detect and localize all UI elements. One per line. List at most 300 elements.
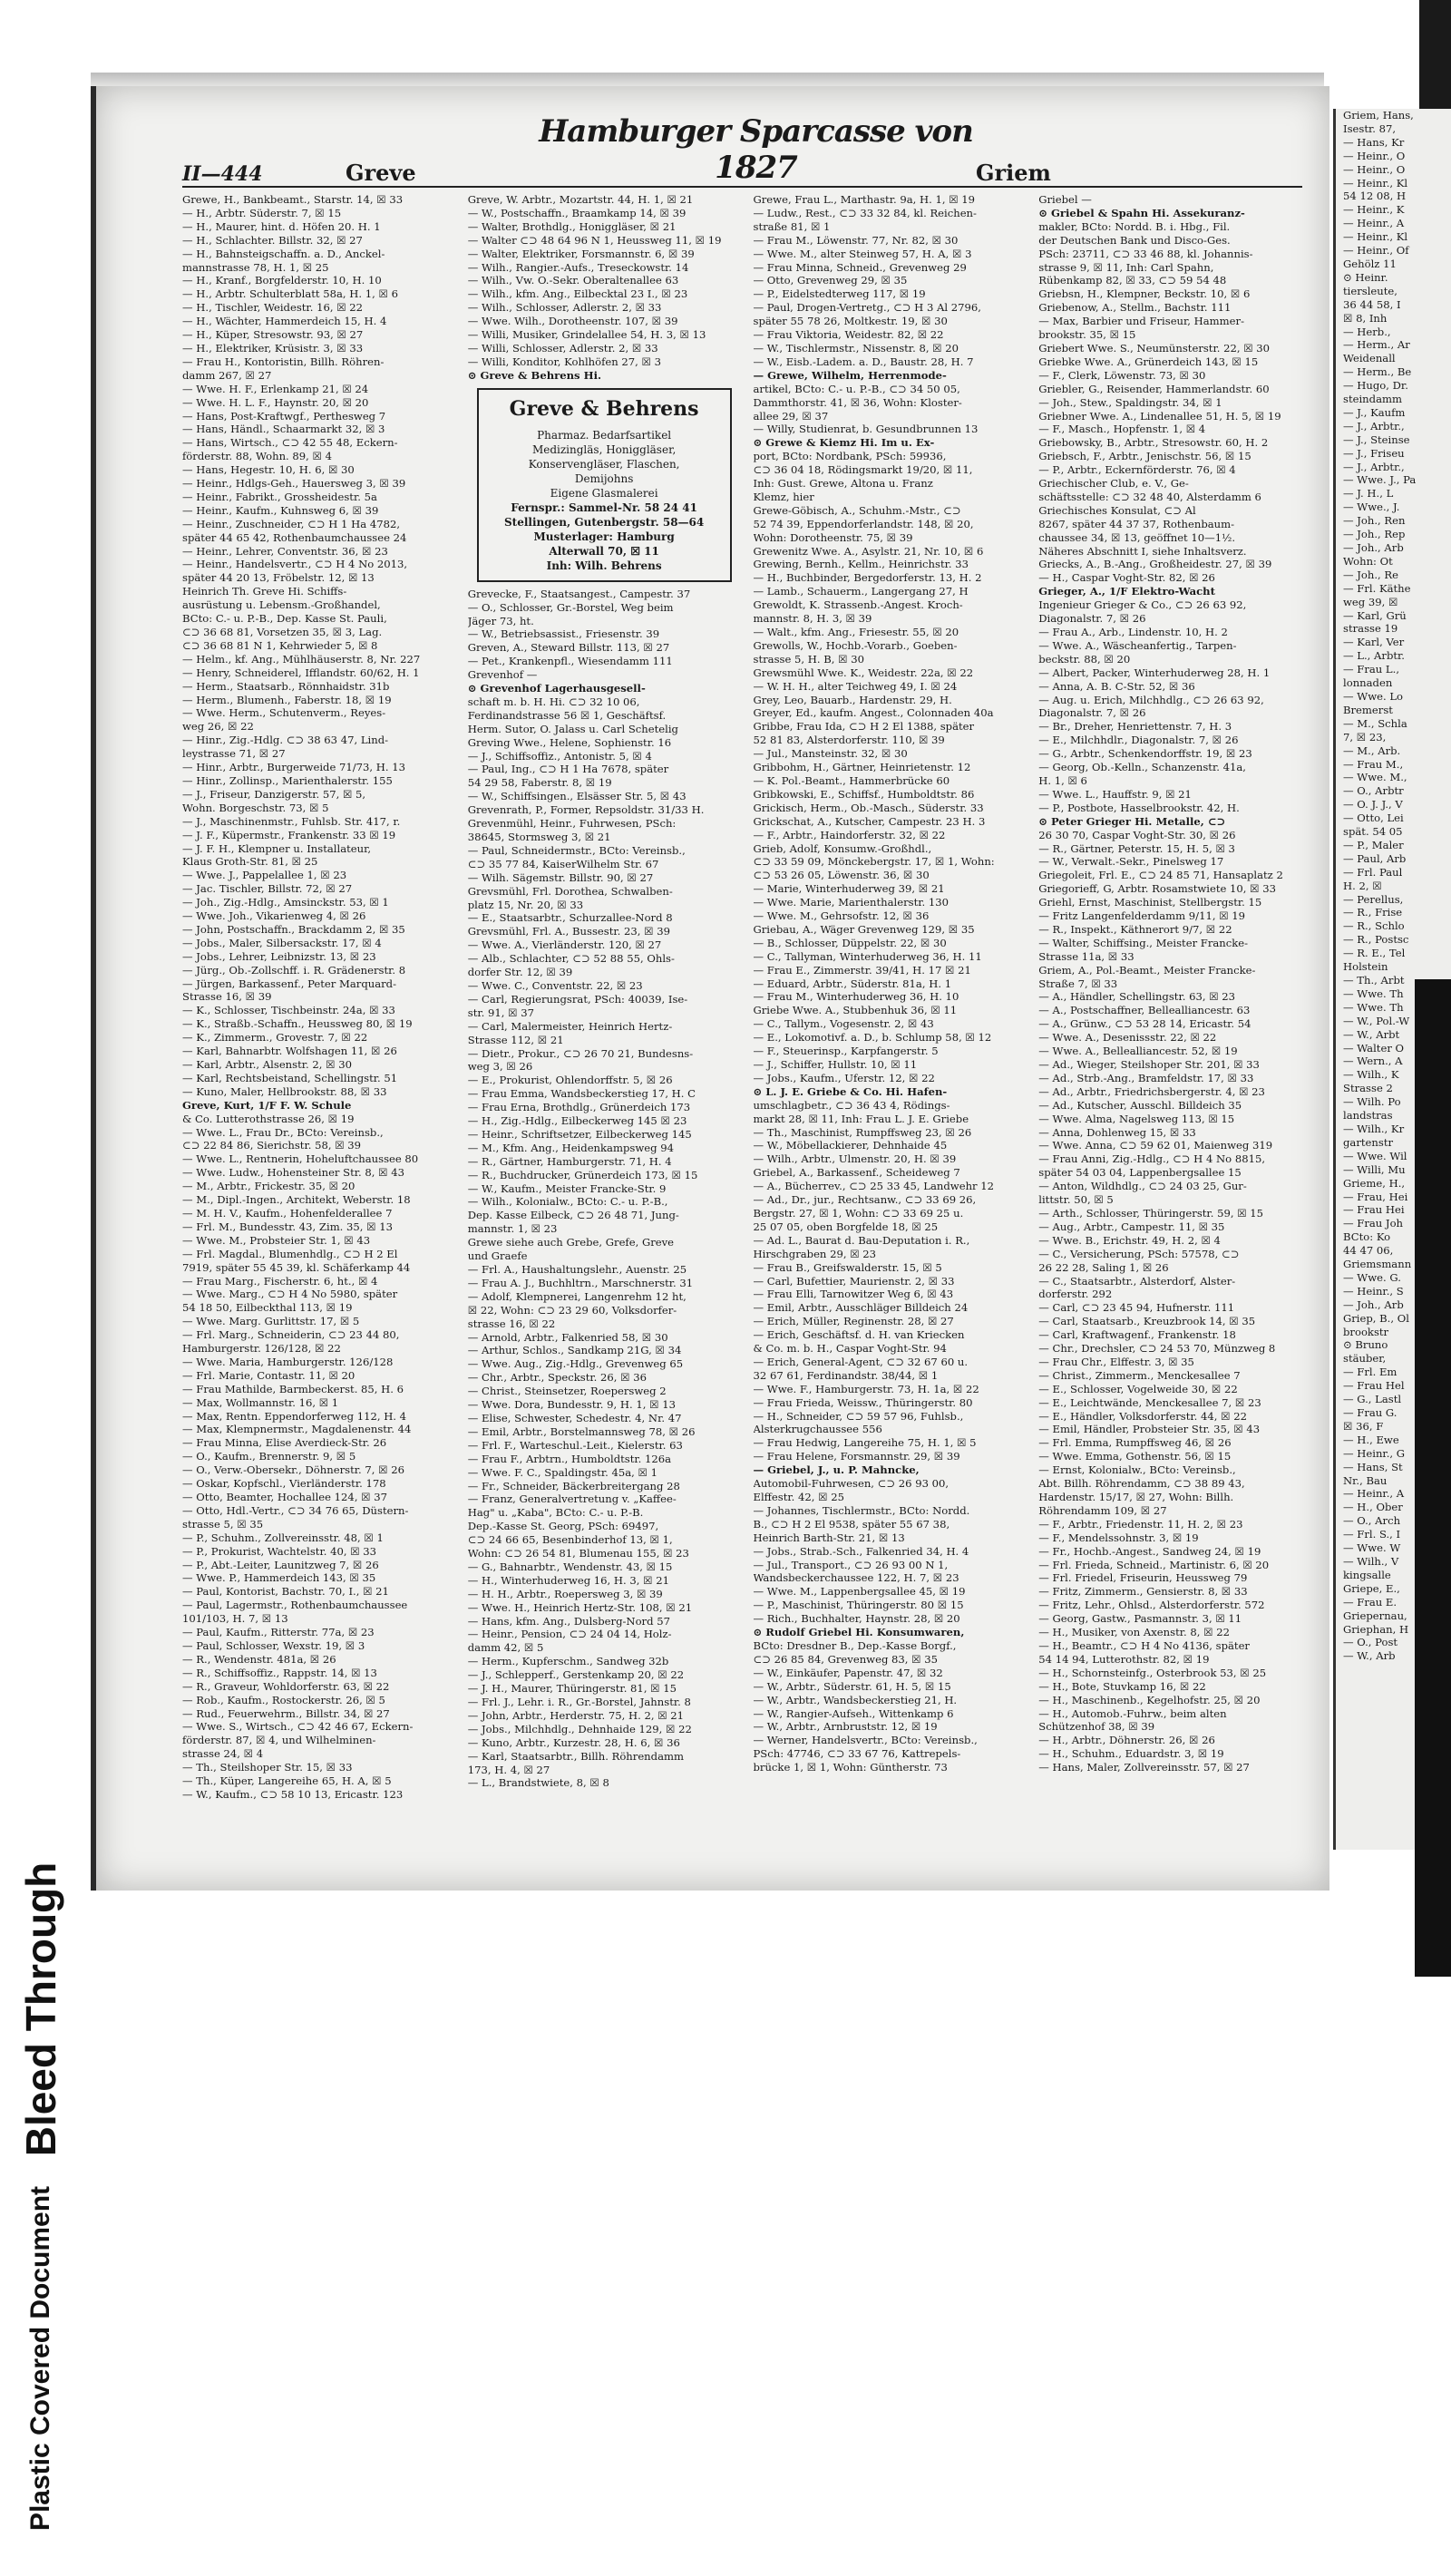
directory-entry: ⊂⊃ 36 04 18, Rödingsmarkt 19/20, ☒ 11,	[753, 463, 973, 477]
directory-entry: Hardenstr. 15/17, ☒ 27, Wohn: Billh.	[1038, 1491, 1234, 1503]
directory-entry: Griechisches Konsulat, ⊂⊃ Al	[1038, 503, 1196, 517]
adjacent-entry: — Wwe. W	[1343, 1541, 1401, 1555]
directory-entry: — Jul., Mansteinstr. 32, ☒ 30	[753, 747, 908, 761]
directory-entry: — Alb., Schlachter, ⊂⊃ 52 88 55, Ohls-	[467, 952, 675, 966]
directory-entry: — Albert, Packer, Winterhuderweg 28, H. 1	[1038, 666, 1271, 679]
directory-entry: — Carl, Regierungsrat, PSch: 40039, Ise-	[467, 992, 688, 1006]
directory-entry: — Hans, Händl., Schaarmarkt 32, ☒ 3	[182, 423, 385, 436]
directory-entry: — Erich, Müller, Reginenstr. 28, ☒ 27	[753, 1315, 954, 1328]
directory-entry: — R., Gärtner, Peterstr. 15, H. 5, ☒ 3	[1038, 841, 1235, 855]
directory-entry: — Frau Erna, Brothdlg., Grünerdeich 173	[467, 1101, 691, 1114]
directory-entry: — Th., Küper, Langereihe 65, H. A, ☒ 5	[182, 1774, 392, 1788]
directory-entry: — Wilh., Arbtr., Ulmenstr. 20, H. ☒ 39	[753, 1152, 957, 1166]
adjacent-entry: — Heinr., Kl	[1343, 230, 1408, 244]
directory-entry: 26 22 28, Saling 1, ☒ 26	[1038, 1260, 1169, 1274]
directory-entry: — Adolf, Klempnerei, Langenrehm 12 ht,	[467, 1289, 687, 1303]
directory-entry: — Wwe. Marg., ⊂⊃ H 4 No 5980, später	[182, 1288, 398, 1301]
directory-entry: Wohn: Dorotheenstr. 75, ☒ 39	[753, 530, 913, 544]
directory-entry: artikel, BCto: C.- u. P.-B., ⊂⊃ 34 50 05,	[753, 382, 960, 395]
header-left-word: Greve	[346, 160, 416, 186]
directory-entry: Greyer, Ed., kaufm. Angest., Colonnaden 40a	[753, 706, 994, 720]
adjacent-entry: — Herm., Ar	[1343, 338, 1410, 352]
directory-entry: Griegoleit, Frl. E., ⊂⊃ 24 85 71, Hansaplatz 2	[1038, 869, 1283, 882]
directory-entry: — Ernst, Kolonialw., BCto: Vereinsb.,	[1038, 1463, 1236, 1477]
directory-entry: — Wwe. F., Hamburgerstr. 73, H. 1a, ☒ 22	[753, 1382, 979, 1395]
ad-line: Inh: Wilh. Behrens	[546, 559, 662, 572]
adjacent-entry: — Heinr., K	[1343, 203, 1405, 217]
directory-entry: strasse 5, ☒ 35	[182, 1517, 264, 1531]
ad-line: Pharmaz. Bedarfsartikel	[537, 428, 672, 442]
directory-entry: — Hinr., Arbtr., Burgerweide 71/73, H. 13	[182, 761, 406, 774]
column-4	[1038, 193, 1311, 1872]
directory-entry: — Wwe. Wilh., Dorotheenstr. 107, ☒ 39	[467, 315, 678, 328]
adjacent-entry: — P., Maler	[1343, 838, 1404, 851]
directory-entry: Schützenhof 38, ☒ 39	[1038, 1720, 1155, 1734]
directory-entry: 54 29 58, Faberstr. 8, ☒ 19	[467, 776, 612, 790]
directory-entry: — Pet., Krankenpfl., Wiesendamm 111	[467, 655, 673, 668]
directory-entry: — J., Schlepperf., Gerstenkamp 20, ☒ 22	[467, 1668, 685, 1682]
adjacent-entry: — Heinr., O	[1343, 149, 1406, 162]
directory-entry: — Frl. Marie, Contastr. 11, ☒ 20	[182, 1368, 355, 1382]
directory-entry: — Ad., Arbtr., Friedrichsbergerstr. 4, ☒ 23	[1038, 1084, 1265, 1098]
directory-entry: — Wwe. A., Wäscheanfertig., Tarpen-	[1038, 638, 1237, 652]
directory-entry: — H., Wächter, Hammerdeich 15, H. 4	[182, 315, 387, 328]
directory-entry: Grevenmühl, Heinr., Fuhrwesen, PSch:	[467, 817, 677, 831]
adjacent-entry: — R., Schlo	[1343, 919, 1405, 933]
directory-entry: — H., Küper, Stresowstr. 93, ☒ 27	[182, 328, 364, 342]
directory-entry: Dep.-Kasse St. Georg, PSch: 69497,	[467, 1520, 659, 1533]
directory-entry: 52 74 39, Eppendorferlandstr. 148, ☒ 20,	[753, 517, 974, 530]
directory-entry: 52 81 83, Alsterdorferstr. 110, ☒ 39	[753, 734, 945, 747]
directory-entry: Strasse 16, ☒ 39	[182, 990, 272, 1004]
directory-entry: — H., Schlachter. Billstr. 32, ☒ 27	[182, 233, 363, 247]
directory-entry: Strasse 112, ☒ 21	[467, 1033, 564, 1046]
directory-entry: — Fr., Hochb.-Angest., Sandweg 24, ☒ 19	[1038, 1544, 1261, 1558]
directory-entry: — Wwe. P., Hammerdeich 143, ☒ 35	[182, 1571, 376, 1585]
directory-entry: — O., Schlosser, Gr.-Borstel, Weg beim	[467, 600, 674, 614]
adjacent-entry: — Frau L.,	[1343, 663, 1399, 676]
directory-entry: straße 81, ☒ 1	[753, 219, 831, 233]
directory-entry: — H., Musiker, von Axenstr. 8, ☒ 22	[1038, 1626, 1230, 1639]
adjacent-entry: — Hans, Kr	[1343, 135, 1405, 149]
directory-entry: — Frl. Marg., Schneiderin, ⊂⊃ 23 44 80,	[182, 1328, 400, 1342]
directory-entry: — Hans, Post-Kraftwgf., Perthesweg 7	[182, 409, 386, 423]
adjacent-entry: — Heinr., Of	[1343, 244, 1409, 258]
directory-entry: — Franz, Generalvertretung v. „Kaffee-	[467, 1492, 677, 1506]
directory-entry: — Ad., Kutscher, Ausschl. Billdeich 35	[1038, 1098, 1242, 1112]
directory-entry: Greve, W. Arbtr., Mozartstr. 44, H. 1, ☒ 21	[467, 193, 694, 206]
directory-entry: — Heinr., Fabrikt., Grossheidestr. 5a	[182, 490, 377, 503]
directory-entry: — Karl, Arbtr., Alsenstr. 2, ☒ 30	[182, 1058, 352, 1071]
directory-entry: Grevsmühl, Frl. A., Bussestr. 23, ☒ 39	[467, 925, 670, 938]
directory-entry: & Co. Lutterothstrasse 26, ☒ 19	[182, 1112, 355, 1125]
adjacent-entry: — H., Ewe	[1343, 1433, 1399, 1446]
directory-entry: — Arth., Schlosser, Thüringerstr. 59, ☒ 15	[1038, 1206, 1264, 1220]
directory-entry: — Otto, Hdl.-Vertr., ⊂⊃ 34 76 65, Düstern-	[182, 1503, 409, 1517]
directory-entry: BCto: C.- u. P.-B., Dep. Kasse St. Pauli,	[182, 612, 387, 626]
directory-entry: — Frau Mathilde, Barmbeckerst. 85, H. 6	[182, 1382, 404, 1395]
directory-entry: — E., Händler, Volksdorferstr. 44, ☒ 22	[1038, 1409, 1247, 1423]
directory-entry: — Wwe. J., Pappelallee 1, ☒ 23	[182, 869, 347, 882]
ad-line: Musterlager: Hamburg	[533, 530, 675, 543]
directory-entry: strasse 5, H. B, ☒ 30	[753, 652, 864, 666]
directory-entry: — C., Tallym., Vogesenstr. 2, ☒ 43	[753, 1017, 934, 1031]
directory-entry: — Frau H., Kontoristin, Billh. Röhren-	[182, 355, 385, 368]
directory-entry: allee 29, ☒ 37	[753, 409, 829, 423]
entry-columns	[182, 193, 1311, 1872]
directory-entry: — Heinr., Kaufm., Kuhnsweg 6, ☒ 39	[182, 503, 379, 517]
directory-entry: — H., Bote, Stuvkamp 16, ☒ 22	[1038, 1679, 1206, 1693]
directory-entry: Röhrendamm 109, ☒ 27	[1038, 1503, 1167, 1517]
directory-entry: — Wilh., Schlosser, Adlerstr. 2, ☒ 33	[467, 301, 662, 315]
directory-entry: — Fritz Langenfelderdamm 9/11, ☒ 19	[1038, 909, 1246, 923]
directory-entry: ⊙ Rudolf Griebel Hi. Konsumwaren,	[753, 1626, 965, 1639]
directory-entry: mannstr. 8, H. 3, ☒ 39	[753, 612, 872, 626]
directory-entry: — J., Maschinenmstr., Fuhlsb. Str. 417, r.	[182, 814, 401, 828]
directory-entry: Grevenrath, P., Former, Repsoldstr. 31/33 H.	[467, 803, 705, 817]
directory-entry: — P., Prokurist, Wachtelstr. 40, ☒ 33	[182, 1544, 377, 1558]
directory-entry: Griebke Wwe. A., Grünerdeich 143, ☒ 15	[1038, 355, 1259, 368]
directory-entry: Gribbohm, H., Gärtner, Heinrietenstr. 12	[753, 761, 971, 774]
directory-entry: — Frl. Emma, Rumpffsweg 46, ☒ 26	[1038, 1436, 1232, 1450]
directory-entry: ⊙ Grewe & Kiemz Hi. Im u. Ex-	[753, 436, 935, 450]
adjacent-entry: — Frau Joh	[1343, 1217, 1404, 1230]
adjacent-entry: kingsalle	[1343, 1568, 1391, 1581]
directory-entry: — W., Möbellackierer, Dehnhaide 45	[753, 1139, 948, 1152]
directory-entry: Klemz, hier	[753, 490, 814, 503]
directory-entry: strasse 16, ☒ 22	[467, 1317, 556, 1330]
adjacent-entry: — Wwe. M.,	[1343, 771, 1407, 784]
directory-entry: — Christ., Zimmerm., Menckesallee 7	[1038, 1368, 1241, 1382]
page-header	[182, 113, 1302, 188]
directory-entry: — F., Steuerinsp., Karpfangerstr. 5	[753, 1045, 939, 1058]
adjacent-entry: — J., Kaufm	[1343, 405, 1406, 419]
directory-entry: — H., Schuhm., Eduardstr. 3, ☒ 19	[1038, 1747, 1224, 1761]
directory-entry: Grewe siehe auch Grebe, Grefe, Greve	[467, 1236, 675, 1249]
directory-entry: — Frau Elli, Tarnowitzer Weg 6, ☒ 43	[753, 1288, 954, 1301]
directory-entry: Wandsbeckerchaussee 122, H. 7, ☒ 23	[753, 1571, 959, 1585]
directory-entry: — Wwe. Maria, Hamburgerstr. 126/128	[182, 1355, 394, 1368]
directory-entry: — Wwe. A., Vierländerstr. 120, ☒ 27	[467, 938, 662, 952]
adjacent-entry: — Paul, Arb	[1343, 851, 1407, 865]
adjacent-entry: — Willi, Mu	[1343, 1162, 1406, 1176]
directory-entry: — Frau Frieda, Weissw., Thüringerstr. 80	[753, 1395, 973, 1409]
directory-entry: — F., Mendelssohnstr. 3, ☒ 19	[1038, 1531, 1199, 1544]
directory-entry: littstr. 50, ☒ 5	[1038, 1193, 1114, 1207]
adjacent-entry: Nr., Bau	[1343, 1473, 1388, 1487]
directory-entry: weg 26, ☒ 22	[182, 720, 254, 734]
adjacent-entry: — O., Arch	[1343, 1514, 1401, 1528]
directory-entry: 26 30 70, Caspar Voght-Str. 30, ☒ 26	[1038, 828, 1236, 841]
directory-entry: — Kuno, Maler, Hellbrookstr. 88, ☒ 33	[182, 1084, 387, 1098]
directory-entry: — F., Arbtr., Friedenstr. 11, H. 2, ☒ 23	[1038, 1517, 1243, 1531]
directory-entry: Ingenieur Grieger & Co., ⊂⊃ 26 63 92,	[1038, 598, 1247, 612]
directory-entry: — Max, Wollmannstr. 16, ☒ 1	[182, 1395, 339, 1409]
directory-entry: — O., Kaufm., Brennerstr. 9, ☒ 5	[182, 1450, 356, 1463]
directory-entry: — Georg, Ob.-Kelln., Schanzenstr. 41a,	[1038, 761, 1246, 774]
directory-entry: — Wwe. H., Heinrich Hertz-Str. 108, ☒ 21	[467, 1600, 693, 1614]
directory-entry: Strasse 11a, ☒ 33	[1038, 949, 1135, 963]
directory-entry: — Wwe. Ludw., Hohensteiner Str. 8, ☒ 43	[182, 1166, 404, 1180]
directory-entry: — Heinr., Zuschneider, ⊂⊃ H 1 Ha 4782,	[182, 517, 401, 530]
directory-entry: Rübenkamp 82, ☒ 33, ⊂⊃ 59 54 48	[1038, 274, 1227, 287]
directory-entry: — Wilh., Rangier.-Aufs., Treseckowstr. 14	[467, 260, 689, 274]
directory-entry: umschlagbetr., ⊂⊃ 36 43 4, Rödings-	[753, 1098, 950, 1112]
directory-entry: — Wwe. L., Rentnerin, Hoheluftchaussee 80	[182, 1152, 419, 1166]
directory-entry: — F., Arbtr., Haindorferstr. 32, ☒ 22	[753, 828, 946, 841]
directory-entry: Grey, Leo, Bauarb., Hardenstr. 29, H.	[753, 693, 952, 706]
directory-entry: — G., Arbtr., Schenkendorffstr. 19, ☒ 23	[1038, 747, 1252, 761]
adjacent-entry: Isestr. 87,	[1343, 122, 1397, 135]
adjacent-entry: — Heinr., A	[1343, 1487, 1405, 1501]
directory-entry: — W., Eisb.-Ladem. a. D., Baustr. 28, H. 7	[753, 355, 974, 368]
directory-entry: — Jac. Tischler, Billstr. 72, ☒ 27	[182, 882, 353, 896]
directory-entry: — Frau F., Arbtrn., Humboldtstr. 126a	[467, 1452, 672, 1465]
directory-entry: — Paul, Ing., ⊂⊃ H 1 Ha 7678, später	[467, 763, 669, 776]
directory-entry: — Walt., kfm. Ang., Friesestr. 55, ☒ 20	[753, 626, 959, 638]
directory-entry: — W. H. H., alter Teichweg 49, I. ☒ 24	[753, 679, 958, 693]
directory-entry: — Wwe. M., Gehrsofstr. 12, ☒ 36	[753, 909, 930, 923]
directory-entry: Greving Wwe., Helene, Sophienstr. 16	[467, 735, 672, 749]
directory-entry: — Wwe. H. F., Erlenkamp 21, ☒ 24	[182, 382, 369, 395]
directory-entry: — R., Buchdrucker, Grünerdeich 173, ☒ 15	[467, 1168, 698, 1181]
directory-entry: — Carl, Staatsarb., Kreuzbrook 14, ☒ 35	[1038, 1315, 1256, 1328]
directory-entry: später 44 65 42, Rothenbaumchaussee 24	[182, 530, 407, 544]
directory-entry: — P., Maschinist, Thüringerstr. 80 ☒ 15	[753, 1599, 964, 1612]
directory-entry: — Jürgen, Barkassenf., Peter Marquard-	[182, 977, 397, 990]
directory-entry: — Ludw., Rest., ⊂⊃ 33 32 84, kl. Reichen-	[753, 206, 977, 219]
directory-entry: B., ⊂⊃ H 2 El 9538, später 55 67 38,	[753, 1517, 950, 1531]
adjacent-entry: — Heinr., G	[1343, 1446, 1406, 1460]
directory-entry: Gribkowski, E., Schiffsf., Humboldtstr. 86	[753, 787, 975, 801]
directory-entry: — Frl. Friedel, Friseurin, Heussweg 79	[1038, 1571, 1248, 1585]
directory-entry: — H., Caspar Voght-Str. 82, ☒ 26	[1038, 571, 1215, 585]
directory-entry: — Wwe. Emma, Gothenstr. 56, ☒ 15	[1038, 1450, 1232, 1463]
directory-entry: — Jobs., Maler, Silbersackstr. 17, ☒ 4	[182, 936, 382, 949]
directory-entry: — E., Lokomotivf. a. D., b. Schlump 58, ☒ 12	[753, 1031, 992, 1045]
directory-entry: — H., Zig.-Hdlg., Eilbeckerweg 145 ☒ 23	[467, 1114, 687, 1128]
adjacent-entry: — R. E., Tel	[1343, 947, 1406, 960]
directory-entry: Griehl, Ernst, Maschinist, Stellbergstr. 15	[1038, 896, 1262, 909]
adjacent-entry: — Heinr., S	[1343, 1284, 1404, 1298]
adjacent-entry: — Heinr., O	[1343, 162, 1406, 176]
directory-entry: port, BCto: Nordbank, PSch: 59936,	[753, 450, 947, 463]
directory-entry: — Helm., kf. Ang., Mühlhäuserstr. 8, Nr. 227	[182, 652, 421, 666]
directory-entry: — Frau M., Löwenstr. 77, Nr. 82, ☒ 30	[753, 233, 959, 247]
plastic-covered-label: Plastic Covered Document	[25, 2185, 55, 2531]
directory-entry: förderstr. 88, Wohn. 89, ☒ 4	[182, 450, 333, 463]
directory-entry: dorferstr. 292	[1038, 1288, 1113, 1301]
directory-entry: Griebe Wwe. A., Stubbenhuk 36, ☒ 11	[753, 1004, 958, 1017]
directory-entry: ⊂⊃ 36 68 81, Vorsetzen 35, ☒ 3, Lag.	[182, 626, 383, 638]
directory-entry: — H., Kranf., Borgfelderstr. 10, H. 10	[182, 274, 382, 287]
adjacent-entry: — Joh., Rep	[1343, 528, 1406, 541]
adjacent-entry: lonnaden	[1343, 676, 1393, 690]
directory-entry: — Otto, Grevenweg 29, ☒ 35	[753, 274, 908, 287]
directory-entry: Hag" u. „Kaba", BCto: C.- u. P.-B.	[467, 1506, 644, 1520]
adjacent-entry: landstras	[1343, 1109, 1393, 1123]
directory-entry: — J. F., Küpermstr., Frankenstr. 33 ☒ 19	[182, 828, 396, 841]
directory-entry: — Wilh., kfm. Ang., Eilbecktal 23 I., ☒ 23	[467, 287, 688, 301]
adjacent-entry: — Wwe., J.	[1343, 501, 1400, 514]
directory-entry: Griechischer Club, e. V., Ge-	[1038, 477, 1189, 491]
directory-entry: — Erich, General-Agent, ⊂⊃ 32 67 60 u.	[753, 1355, 969, 1368]
directory-entry: — Rud., Feuerwehrm., Billstr. 34, ☒ 27	[182, 1706, 390, 1720]
directory-entry: — Frl. J., Lehr. i. R., Gr.-Borstel, Jahnstr. 8	[467, 1696, 691, 1708]
adjacent-entry: — W., Arb	[1343, 1649, 1396, 1663]
directory-entry: Straße 7, ☒ 33	[1038, 977, 1118, 990]
directory-entry: — Karl, Rechtsbeistand, Schellingstr. 51	[182, 1071, 398, 1084]
directory-entry: — Frl. Magdal., Blumenhdlg., ⊂⊃ H 2 El	[182, 1247, 398, 1260]
directory-entry: — Carl, Bufettier, Maurienstr. 2, ☒ 33	[753, 1274, 955, 1288]
directory-entry: — Frau Emma, Wandsbeckerstieg 17, H. C	[467, 1087, 696, 1101]
directory-entry: Inh: Gust. Grewe, Altona u. Franz	[753, 477, 933, 491]
directory-entry: — Rich., Buchhalter, Haynstr. 28, ☒ 20	[753, 1612, 960, 1626]
directory-entry: mannstrasse 78, H. 1, ☒ 25	[182, 260, 329, 274]
adjacent-entry: ☒ 8, Inh	[1343, 311, 1388, 325]
directory-entry: ⊂⊃ 24 66 65, Besenbinderhof 13, ☒ 1,	[467, 1533, 673, 1547]
directory-entry: Grewe, H., Bankbeamt., Starstr. 14, ☒ 33	[182, 193, 404, 206]
directory-entry: — W., Verwalt.-Sekr., Pinelsweg 17	[1038, 855, 1224, 869]
adjacent-entry: tiersleute,	[1343, 284, 1397, 297]
directory-entry: ⊂⊃ 33 59 09, Mönckebergstr. 17, ☒ 1, Wohn:	[753, 855, 995, 869]
directory-entry: Grieger, A., 1/F Elektro-Wacht	[1038, 585, 1215, 598]
directory-entry: später 44 20 13, Fröbelstr. 12, ☒ 13	[182, 571, 375, 585]
directory-entry: — H., Bahnsteigschaffn. a. D., Anckel-	[182, 247, 385, 260]
directory-entry: später 54 03 04, Lappenbergsallee 15	[1038, 1166, 1242, 1180]
directory-entry: — Wwe. A., Bellealliancestr. 52, ☒ 19	[1038, 1045, 1238, 1058]
directory-entry: ⊙ Peter Grieger Hi. Metalle, ⊂⊃	[1038, 814, 1226, 828]
directory-entry: — Heinr., Lehrer, Conventstr. 36, ☒ 23	[182, 544, 388, 558]
adjacent-entry: Holstein	[1343, 960, 1388, 974]
adjacent-entry: Griemsmann	[1343, 1258, 1412, 1271]
directory-entry: — Willi, Musiker, Grindelallee 54, H. 3, ☒ 13	[467, 328, 706, 342]
directory-entry: Abt. Billh. Röhrendamm, ⊂⊃ 38 89 43,	[1038, 1477, 1245, 1491]
directory-entry: Griem, A., Pol.-Beamt., Meister Francke-	[1038, 963, 1256, 977]
directory-entry: markt 28, ☒ 11, Inh: Frau L. J. E. Griebe	[753, 1112, 969, 1125]
directory-entry: & Co. m. b. H., Caspar Voght-Str. 94	[753, 1342, 947, 1356]
directory-entry: — Eduard, Arbtr., Süderstr. 81a, H. 1	[753, 977, 952, 990]
adjacent-entry: — Frl. S., I	[1343, 1528, 1401, 1541]
directory-entry: — Paul, Drogen-Vertretg., ⊂⊃ H 3 Al 2796,	[753, 301, 981, 315]
adjacent-entry: — Frl. Em	[1343, 1366, 1397, 1379]
adjacent-entry: — Otto, Lei	[1343, 812, 1404, 825]
directory-entry: — Hans, Wirtsch., ⊂⊃ 42 55 48, Eckern-	[182, 436, 398, 450]
adjacent-entry: 36 44 58, I	[1343, 297, 1401, 311]
directory-entry: — Frau Viktoria, Weidestr. 82, ☒ 22	[753, 328, 944, 342]
adjacent-entry: — Heinr., Kl	[1343, 176, 1408, 190]
directory-entry: — A., Postschaffner, Bellealliancestr. 63	[1038, 1004, 1251, 1017]
directory-entry: — Wwe. Marie, Marienthalerstr. 130	[753, 896, 949, 909]
directory-entry: — Ad., Wieger, Steilshoper Str. 201, ☒ 33	[1038, 1058, 1260, 1071]
directory-entry: schäftsstelle: ⊂⊃ 32 48 40, Alsterdamm 6	[1038, 490, 1261, 503]
directory-entry: — Heinr., Handelsvertr., ⊂⊃ H 4 No 2013,	[182, 558, 408, 571]
directory-entry: — Anna, Dohlenweg 15, ☒ 33	[1038, 1125, 1196, 1139]
directory-entry: Automobil-Fuhrwesen, ⊂⊃ 26 93 00,	[753, 1477, 949, 1491]
adjacent-entry: weg 39, ☒	[1343, 595, 1398, 608]
directory-entry: — W., Arbtr., Süderstr. 61, H. 5, ☒ 15	[753, 1679, 951, 1693]
directory-entry: — Otto, Beamter, Hochallee 124, ☒ 37	[182, 1491, 388, 1503]
directory-entry: — J., Schiffer, Hullstr. 10, ☒ 11	[753, 1058, 918, 1071]
directory-entry: Grewe, Frau L., Marthastr. 9a, H. 1, ☒ 19	[753, 193, 976, 206]
directory-entry: — Aug. u. Erich, Milchhdlg., ⊂⊃ 26 63 92,	[1038, 693, 1264, 706]
adjacent-entry: spät. 54 05	[1343, 825, 1403, 839]
directory-entry: — C., Tallyman, Winterhuderweg 36, H. 11	[753, 949, 982, 963]
directory-entry: — H., Maurer, hint. d. Höfen 20. H. 1	[182, 219, 381, 233]
directory-entry: — K., Schlosser, Tischbeinstr. 24a, ☒ 33	[182, 1004, 395, 1017]
adjacent-entry: — Joh., Ren	[1343, 514, 1406, 528]
adjacent-entry: — O. J. J., V	[1343, 798, 1403, 812]
adjacent-entry: — Joh., Arb	[1343, 1298, 1404, 1311]
adjacent-entry: — Wilh., V	[1343, 1554, 1399, 1568]
directory-entry: — Jobs., Kaufm., Uferstr. 12, ☒ 22	[753, 1071, 935, 1084]
directory-entry: Griebler, G., Reisender, Hammerlandstr. 60	[1038, 382, 1270, 395]
directory-entry: — Jul., Transport., ⊂⊃ 26 93 00 N 1,	[753, 1558, 949, 1571]
directory-entry: — E., Prokurist, Ohlendorffstr. 5, ☒ 26	[467, 1074, 673, 1087]
directory-entry: — Ad., Dr., jur., Rechtsanw., ⊂⊃ 33 69 26,	[753, 1193, 977, 1207]
directory-entry: — Max, Rentn. Eppendorferweg 112, H. 4	[182, 1409, 407, 1423]
directory-entry: 38645, Stormsweg 3, ☒ 21	[467, 831, 611, 843]
directory-entry: Näheres Abschnitt I, siehe Inhaltsverz.	[1038, 544, 1247, 558]
directory-entry: 8267, später 44 37 37, Rothenbaum-	[1038, 517, 1235, 530]
directory-entry: — Wilh. Sägemstr. Billstr. 90, ☒ 27	[467, 870, 654, 884]
directory-entry: — J. H., Maurer, Thüringerstr. 81, ☒ 15	[467, 1682, 677, 1696]
adjacent-entry: ☒ 36, F	[1343, 1419, 1384, 1433]
adjacent-entry: — M., Arb.	[1343, 744, 1401, 757]
directory-entry: — W., Arbtr., Arnbruststr. 12, ☒ 19	[753, 1720, 938, 1734]
directory-entry: — Heinr., Hdlgs-Geh., Hauersweg 3, ☒ 39	[182, 477, 406, 491]
adjacent-entry: Gehölz 11	[1343, 257, 1397, 270]
directory-entry: Grickschat, A., Kutscher, Campestr. 23 H. 3	[753, 814, 986, 828]
directory-entry: — M. H. V., Kaufm., Hohenfelderallee 7	[182, 1206, 393, 1220]
adjacent-entry: — Wilh., K	[1343, 1068, 1399, 1082]
directory-entry: — Paul, Kontorist, Bachstr. 70, I., ☒ 21	[182, 1585, 389, 1599]
adjacent-entry: — Frau M.,	[1343, 757, 1404, 771]
directory-entry: — Frl. Frieda, Schneid., Martinistr. 6, ☒ 20	[1038, 1558, 1270, 1571]
adjacent-entry: — Frl. Paul	[1343, 865, 1403, 879]
directory-entry: — Wwe. Herm., Schutenverm., Reyes-	[182, 706, 386, 720]
directory-entry: — H., Buchbinder, Bergedorferstr. 13, H. 2	[753, 571, 982, 585]
directory-entry: — Karl, Bahnarbtr. Wolfshagen 11, ☒ 26	[182, 1045, 397, 1058]
directory-entry: strasse 9, ☒ 11, Inh: Carl Spahn,	[1038, 260, 1214, 274]
adjacent-entry: Griepe, E.,	[1343, 1581, 1400, 1595]
directory-entry: — Carl, Malermeister, Heinrich Hertz-	[467, 1019, 673, 1033]
directory-entry: — Christ., Steinsetzer, Roepersweg 2	[467, 1385, 667, 1398]
directory-entry: — Frau E., Zimmerstr. 39/41, H. 17 ☒ 21	[753, 963, 971, 977]
adjacent-entry: — Wwe. Lo	[1343, 689, 1404, 703]
directory-entry: Grewing, Bernh., Kellm., Heinrichstr. 33	[753, 558, 969, 571]
directory-entry: — K., Zimmerm., Grovestr. 7, ☒ 22	[182, 1031, 368, 1045]
directory-entry: H. 1, ☒ 6	[1038, 773, 1087, 787]
directory-entry: Griebowsky, B., Arbtr., Stresowstr. 60, H. 2	[1038, 436, 1269, 450]
directory-entry: — John, Postschaffn., Brackdamm 2, ☒ 35	[182, 922, 405, 936]
adjacent-entry: — Frau Hel	[1343, 1379, 1405, 1393]
directory-entry: — Wwe. A., Desenissstr. 22, ☒ 22	[1038, 1031, 1217, 1045]
directory-entry: PSch: 23711, ⊂⊃ 33 46 88, kl. Johannis-	[1038, 247, 1253, 260]
adjacent-entry: — J., Arbtr.,	[1343, 460, 1405, 473]
directory-entry: — W., Tischlermstr., Nissenstr. 8, ☒ 20	[753, 341, 959, 355]
directory-entry: Grevecke, F., Staatsangest., Campestr. 37	[467, 587, 691, 600]
adjacent-entry: — Frau, Hei	[1343, 1190, 1408, 1203]
directory-entry: förderstr. 87, ☒ 4, und Wilhelminen-	[182, 1734, 376, 1747]
directory-entry: — Werner, Handelsvertr., BCto: Vereinsb.,	[753, 1734, 978, 1747]
directory-entry: Diagonalstr. 7, ☒ 26	[1038, 612, 1146, 626]
directory-entry: — H. H., Arbtr., Roepersweg 3, ☒ 39	[467, 1587, 663, 1600]
directory-entry: — Lamb., Schauerm., Langergang 27, H	[753, 585, 969, 598]
adjacent-entry: Griepernau,	[1343, 1609, 1407, 1622]
directory-entry: — Carl, ⊂⊃ 23 45 94, Hufnerstr. 111	[1038, 1301, 1235, 1315]
directory-entry: — Frau B., Greifswalderstr. 15, ☒ 5	[753, 1260, 942, 1274]
